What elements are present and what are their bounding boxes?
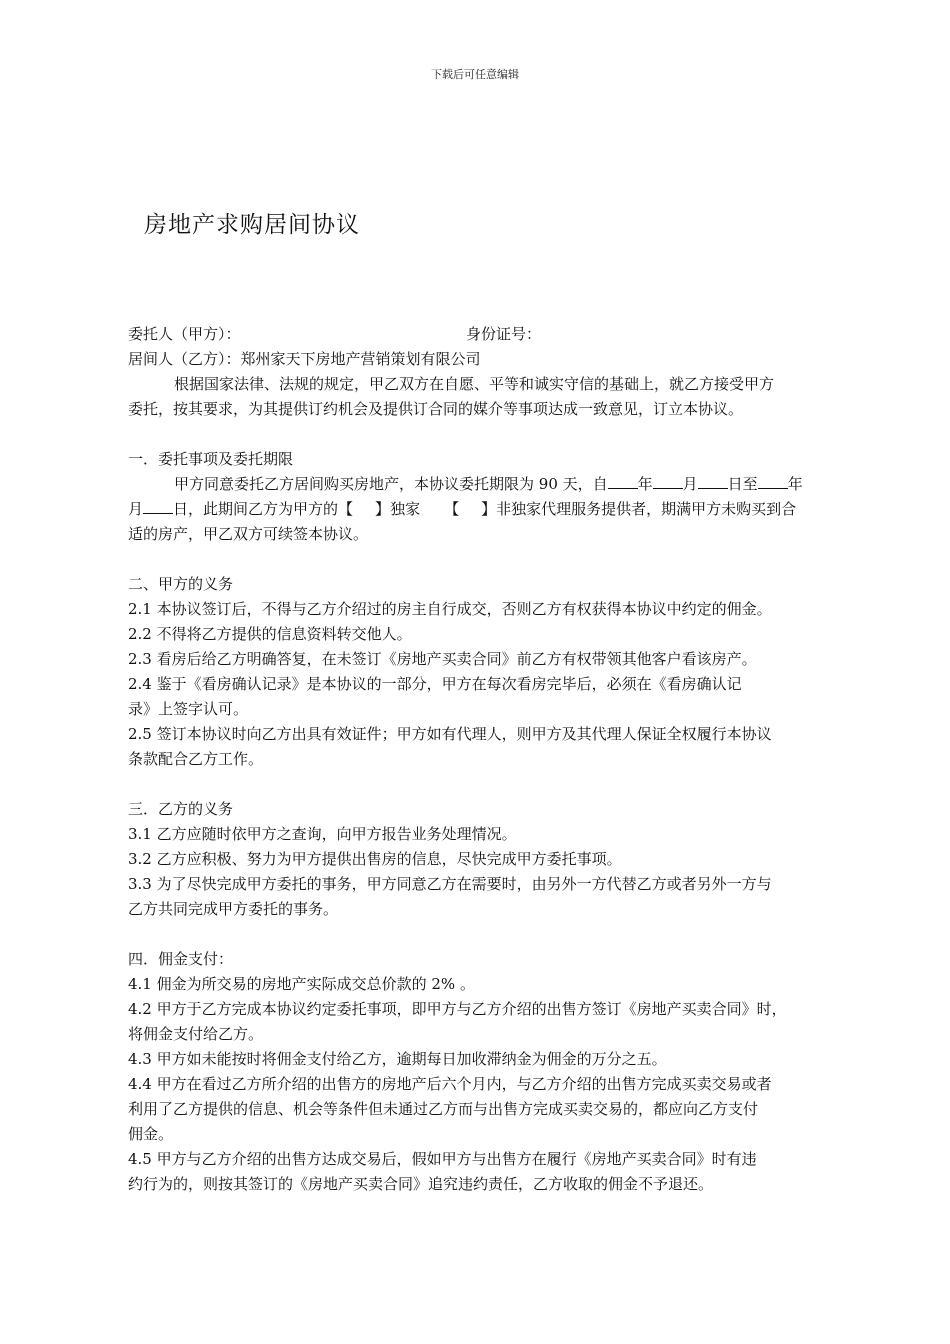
section1-line [128, 497, 856, 522]
section1-text: 年 [637, 475, 653, 493]
section1-text: 日至 [727, 475, 758, 493]
section1-text: 日，此期间乙方为甲方的 [173, 500, 339, 518]
clause-line: 2.1 本协议签订后，不得与乙方介绍过的房主自行成交，否则乙方有权获得本协议中约定的佣金。 [128, 600, 772, 618]
section1-text: 甲方同意委托乙方居间购买房地产，本协议委托期限为 90 天，自 [174, 475, 608, 493]
clause-line: 约行为的，则按其签订的《房地产买卖合同》追究违约责任，乙方收取的佣金不予退还。 [128, 1175, 714, 1193]
year-blank [608, 474, 638, 489]
clause-line: 4.2 甲方于乙方完成本协议约定委托事项，即甲方与乙方介绍的出售方签订《房地产买卖合同》时， [128, 1000, 787, 1018]
agent-label: 居间人（乙方）： [128, 350, 241, 368]
section1-text: 月 [128, 500, 144, 518]
section1-line [128, 472, 856, 497]
clause-line: 利用了乙方提供的信息、机会等条件但未通过乙方而与出售方完成买卖交易的，都应向乙方支付 [128, 1100, 759, 1118]
checkbox-bracket-close: 】 [375, 500, 391, 518]
spacer [128, 772, 856, 797]
id-number-label: 身份证号： [466, 325, 542, 343]
clause-line: 4.1 佣金为所交易的房地产实际成交总价款的 2% 。 [128, 975, 475, 993]
intro-paragraph-line: 根据国家法律、法规的规定，甲乙双方在自愿、平等和诚实守信的基础上，就乙方接受甲方 [174, 375, 775, 393]
clause-line: 乙方共同完成甲方委托的事务。 [128, 900, 339, 918]
header-note: 下载后可任意编辑 [431, 68, 519, 81]
clause-line: 录》上签字认可。 [128, 700, 249, 718]
section-heading: 四．佣金支付： [128, 950, 234, 968]
clause-line: 4.4 甲方在看过乙方所介绍的出售方的房地产后六个月内，与乙方介绍的出售方完成买卖交易或者 [128, 1075, 772, 1093]
clause-line: 4.5 甲方与乙方介绍的出售方达成交易后，假如甲方与出售方在履行《房地产买卖合同》时有违 [128, 1150, 757, 1168]
clause-line: 2.2 不得将乙方提供的信息资料转交他人。 [128, 625, 412, 643]
spacer [128, 922, 856, 947]
spacer [128, 422, 856, 447]
month-blank [653, 474, 683, 489]
client-label: 委托人（甲方）： [128, 325, 241, 343]
document-title: 房地产求购居间协议 [144, 212, 360, 238]
clause-line: 2.4 鉴于《看房确认记录》是本协议的一部分，甲方在每次看房完毕后，必须在《看房确认记 [128, 675, 742, 693]
year-blank [758, 474, 788, 489]
checkbox-bracket-open: 【 [444, 500, 460, 518]
clause-line: 4.3 甲方如未能按时将佣金支付给乙方，逾期每日加收滞纳金为佣金的万分之五。 [128, 1050, 667, 1068]
agent-name: 郑州家天下房地产营销策划有限公司 [240, 350, 481, 368]
agent-line [128, 347, 856, 372]
day-blank [143, 499, 173, 514]
clause-line: 条款配合乙方工作。 [128, 750, 264, 768]
clause-line: 3.3 为了尽快完成甲方委托的事务，甲方同意乙方在需要时，由另外一方代替乙方或者另外一方与 [128, 875, 772, 893]
intro-paragraph-line: 委托，按其要求，为其提供订约机会及提供订合同的媒介等事项达成一致意见，订立本协议。 [128, 400, 744, 418]
section-heading: 二、甲方的义务 [128, 575, 234, 593]
document-body [128, 322, 856, 1197]
section-heading: 一．委托事项及委托期限 [128, 450, 294, 468]
clause-line: 3.1 乙方应随时依甲方之查询，向甲方报告业务处理情况。 [128, 825, 517, 843]
exclusive-option: 独家 [390, 500, 421, 518]
checkbox-bracket-close: 】 [481, 500, 497, 518]
checkbox-bracket-open: 【 [338, 500, 354, 518]
clause-line: 将佣金支付给乙方。 [128, 1025, 264, 1043]
spacer [128, 547, 856, 572]
section1-text: 非独家代理服务提供者，期满甲方未购买到合 [496, 500, 797, 518]
day-blank [698, 474, 728, 489]
section1-line: 适的房产，甲乙双方可续签本协议。 [128, 525, 369, 543]
section-heading: 三．乙方的义务 [128, 800, 234, 818]
clause-line: 2.3 看房后给乙方明确答复，在未签订《房地产买卖合同》前乙方有权带领其他客户看该房产。 [128, 650, 757, 668]
clause-line: 佣金。 [128, 1125, 174, 1143]
section1-text: 年 [787, 475, 803, 493]
section1-text: 月 [682, 475, 698, 493]
client-line [128, 322, 856, 347]
clause-line: 2.5 签订本协议时向乙方出具有效证件；甲方如有代理人，则甲方及其代理人保证全权履行本协议 [128, 725, 772, 743]
clause-line: 3.2 乙方应积极、努力为甲方提供出售房的信息，尽快完成甲方委托事项。 [128, 850, 622, 868]
